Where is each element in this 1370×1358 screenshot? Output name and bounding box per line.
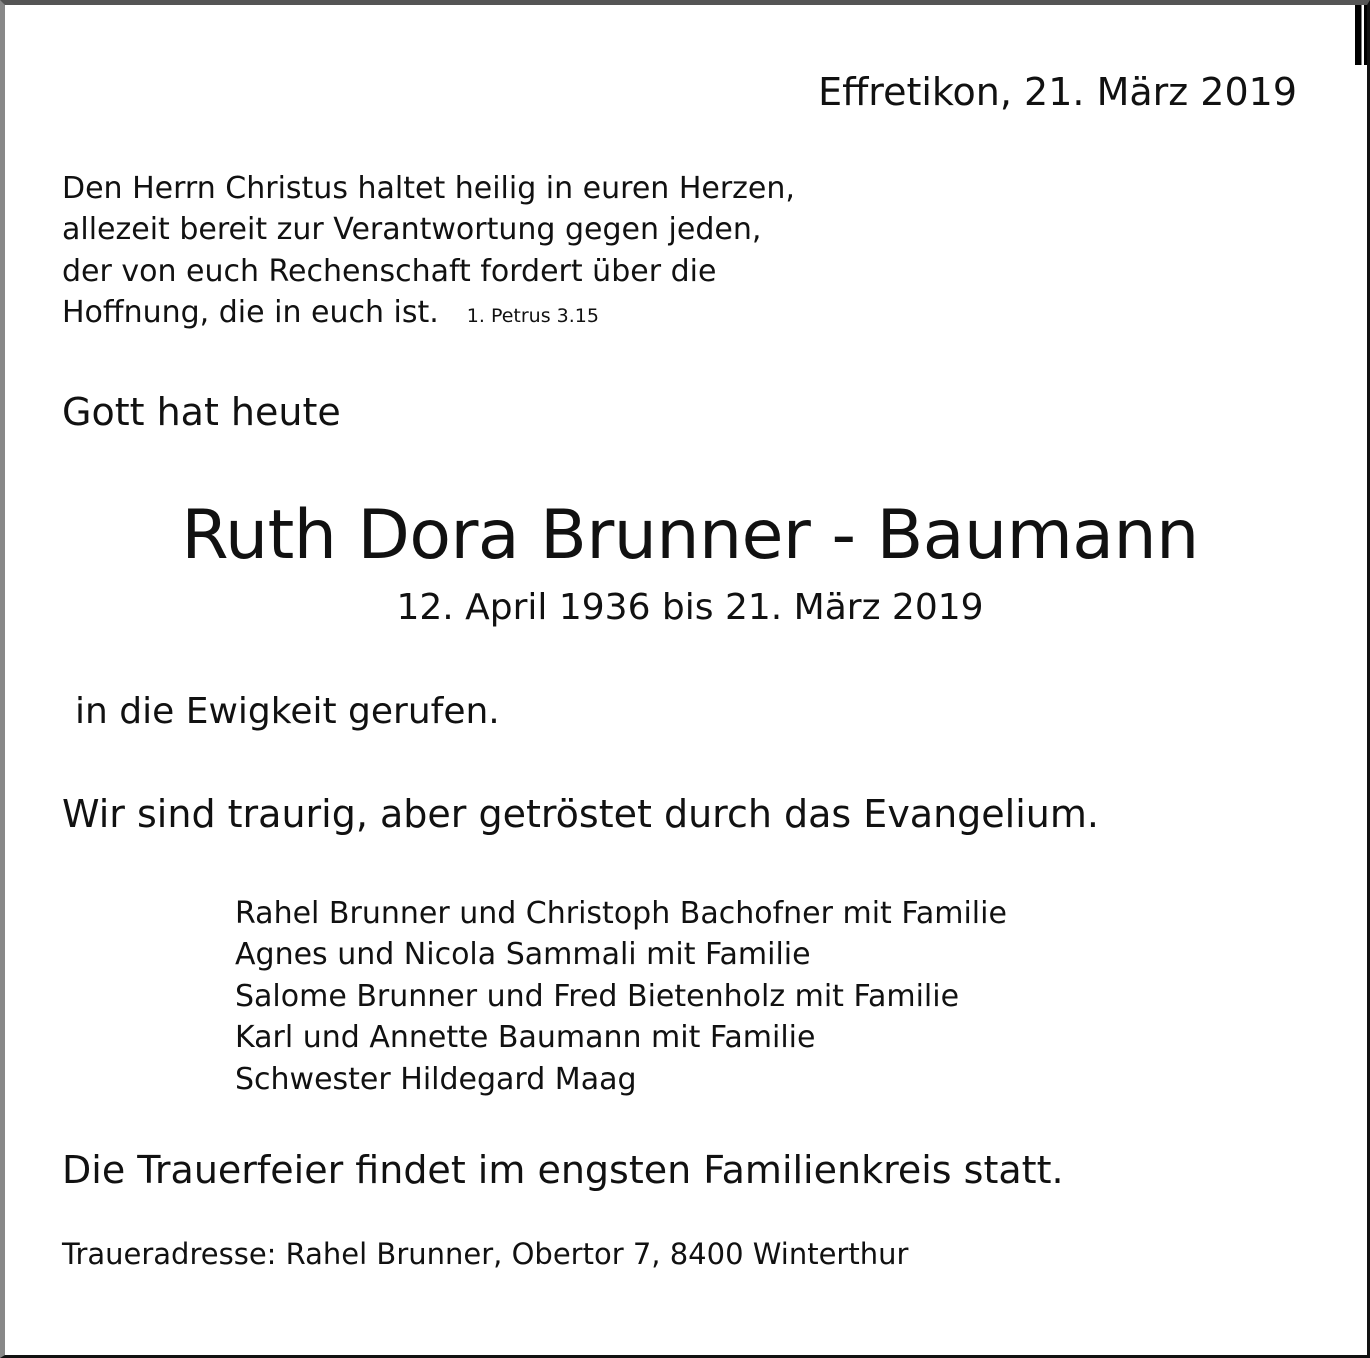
lifespan-dates: 12. April 1936 bis 21. März 2019 <box>396 587 984 628</box>
mourner-item: Karl und Annette Baumann mit Familie <box>235 1020 816 1055</box>
mourning-address: Traueradresse: Rahel Brunner, Obertor 7, 8400 Winterthur <box>62 1237 909 1271</box>
verse-line: Hoffnung, die in euch ist. <box>62 295 439 330</box>
intro-text: Gott hat heute <box>62 390 341 434</box>
verse-line: Den Herrn Christus haltet heilig in euren Herzen, <box>62 171 795 206</box>
mourner-item: Rahel Brunner und Christoph Bachofner mit Familie <box>235 896 1007 931</box>
verse-line: der von euch Rechenschaft fordert über die <box>62 254 717 289</box>
mourner-item: Schwester Hildegard Maag <box>235 1062 637 1097</box>
verse-reference: 1. Petrus 3.15 <box>466 305 599 327</box>
ceremony-note: Die Trauerfeier findet im engsten Familienkreis statt. <box>62 1148 1064 1192</box>
mourner-item: Salome Brunner und Fred Bietenholz mit Familie <box>235 979 960 1014</box>
verse-line: allezeit bereit zur Verantwortung gegen jeden, <box>62 212 762 247</box>
page-edge <box>1355 5 1367 65</box>
mourner-item: Agnes und Nicola Sammali mit Familie <box>235 937 811 972</box>
called-text: in die Ewigkeit gerufen. <box>75 691 500 732</box>
place-date: Effretikon, 21. März 2019 <box>818 70 1297 114</box>
condolence-text: Wir sind traurig, aber getröstet durch das Evangelium. <box>62 792 1099 836</box>
verse-last-line <box>62 295 599 330</box>
deceased-name: Ruth Dora Brunner - Baumann <box>181 496 1199 575</box>
